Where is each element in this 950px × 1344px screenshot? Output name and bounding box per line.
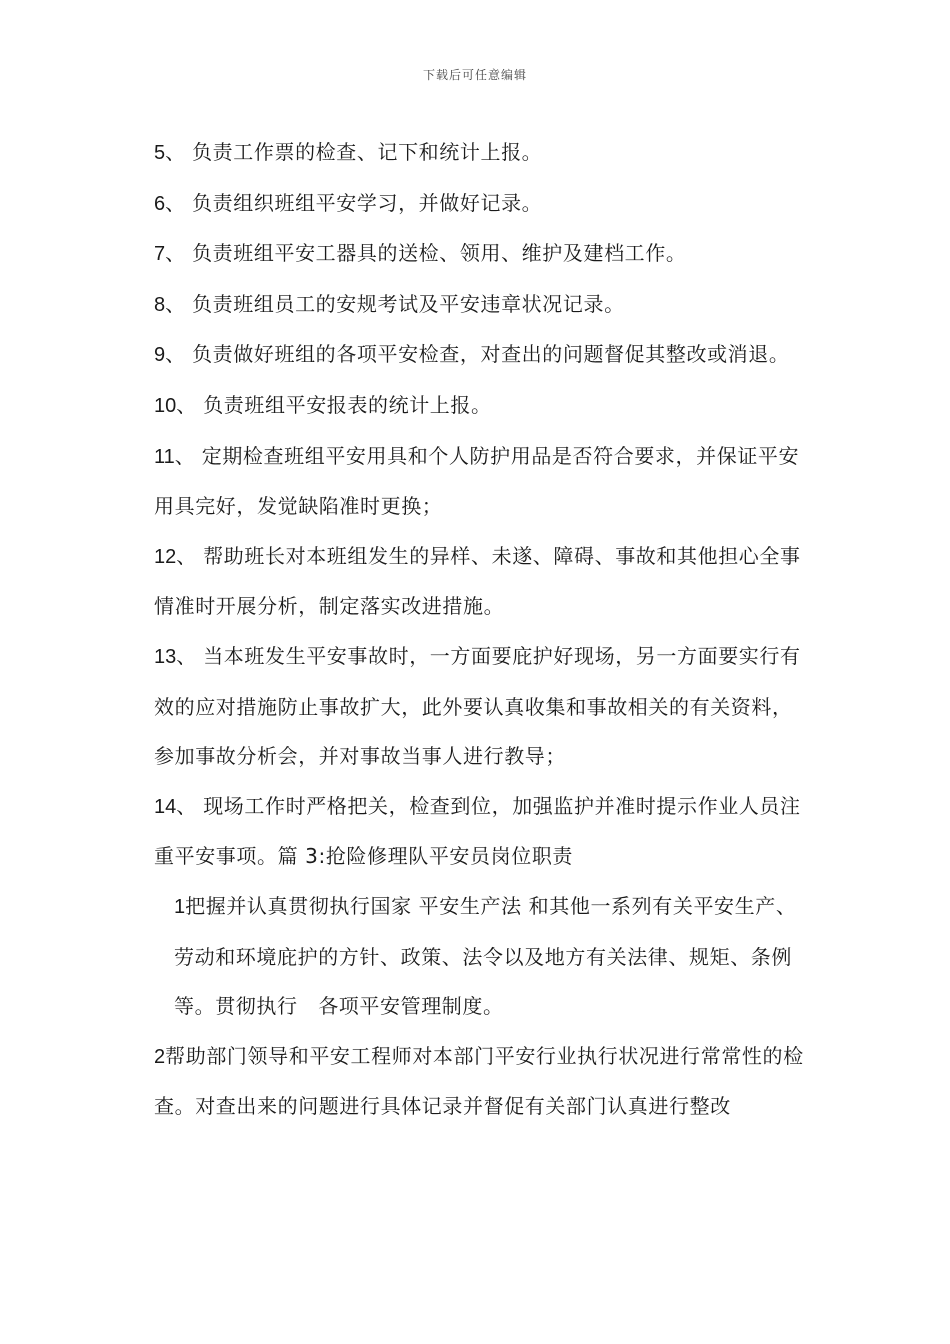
paragraph-text: 现场工作时严格把关，检查到位，加强监护并准时提示作业人员注重平安事项。篇 3:抢险修理队平安员岗位职责: [154, 793, 801, 869]
paragraph-item-10: [144, 381, 808, 432]
item-number: 13、: [154, 645, 197, 668]
paragraph-text: 把握并认真贯彻执行国家 平安生产法 和其他一系列有关平安生产、劳动和环境庇护的方针、政策、法令以及地方有关法律、规矩、条例等。贯彻执行 各项平安管理制度。: [174, 893, 797, 1019]
item-number: 5、: [154, 142, 186, 164]
item-number: 12、: [154, 545, 197, 568]
paragraph-text: 定期检查班组平安用具和个人防护用品是否符合要求，并保证平安用具完好，发觉缺陷准时更换；: [154, 443, 800, 519]
paragraph-text: 负责班组员工的安规考试及平安违章状况记录。: [185, 291, 625, 316]
item-number: 2: [154, 1045, 166, 1068]
item-number: 10、: [154, 394, 197, 417]
paragraph-item-9: [144, 330, 808, 381]
paragraph-duty-2: [144, 1032, 808, 1132]
item-number: 14、: [154, 795, 197, 818]
paragraph-text: 负责组织班组平安学习，并做好记录。: [185, 190, 543, 215]
item-number: 9、: [154, 344, 186, 367]
paragraph-item-5: [144, 128, 808, 179]
header-note: 下载后可任意编辑: [422, 68, 527, 82]
paragraph-text: 当本班发生平安事故时，一方面要庇护好现场，另一方面要实行有效的应对措施防止事故扩大，此外要认真收集和事故相关的有关资料，参加事故分析会，并对事故当事人进行教导；: [154, 643, 801, 769]
paragraph-duty-1: [144, 882, 808, 1032]
paragraph-item-14: [144, 782, 808, 882]
paragraph-item-12: [144, 532, 808, 632]
paragraph-item-6: [144, 179, 808, 230]
paragraph-item-11: [144, 432, 808, 532]
paragraph-item-13: [144, 632, 808, 782]
paragraph-item-8: [144, 280, 808, 331]
item-number: 8、: [154, 293, 186, 316]
paragraph-text: 负责班组平安工器具的送检、领用、维护及建档工作。: [185, 241, 687, 266]
paragraph-item-7: [144, 229, 808, 280]
item-number: 1: [174, 895, 186, 918]
paragraph-text: 负责做好班组的各项平安检查，对查出的问题督促其整改或消退。: [185, 342, 790, 367]
item-number: 6、: [154, 192, 186, 215]
item-number: 7、: [154, 243, 186, 266]
paragraph-text: 帮助班长对本班组发生的异样、未遂、障碍、事故和其他担心全事情准时开展分析，制定落实改进措施。: [154, 543, 801, 619]
item-number: 11、: [154, 445, 195, 468]
paragraph-text: 帮助部门领导和平安工程师对本部门平安行业执行状况进行常常性的检查。对查出来的问题进行具体记录并督促有关部门认真进行整改: [154, 1043, 804, 1119]
document-body: [144, 128, 808, 1132]
paragraph-text: 负责工作票的检查、记下和统计上报。: [185, 140, 543, 164]
paragraph-text: 负责班组平安报表的统计上报。: [196, 392, 492, 417]
